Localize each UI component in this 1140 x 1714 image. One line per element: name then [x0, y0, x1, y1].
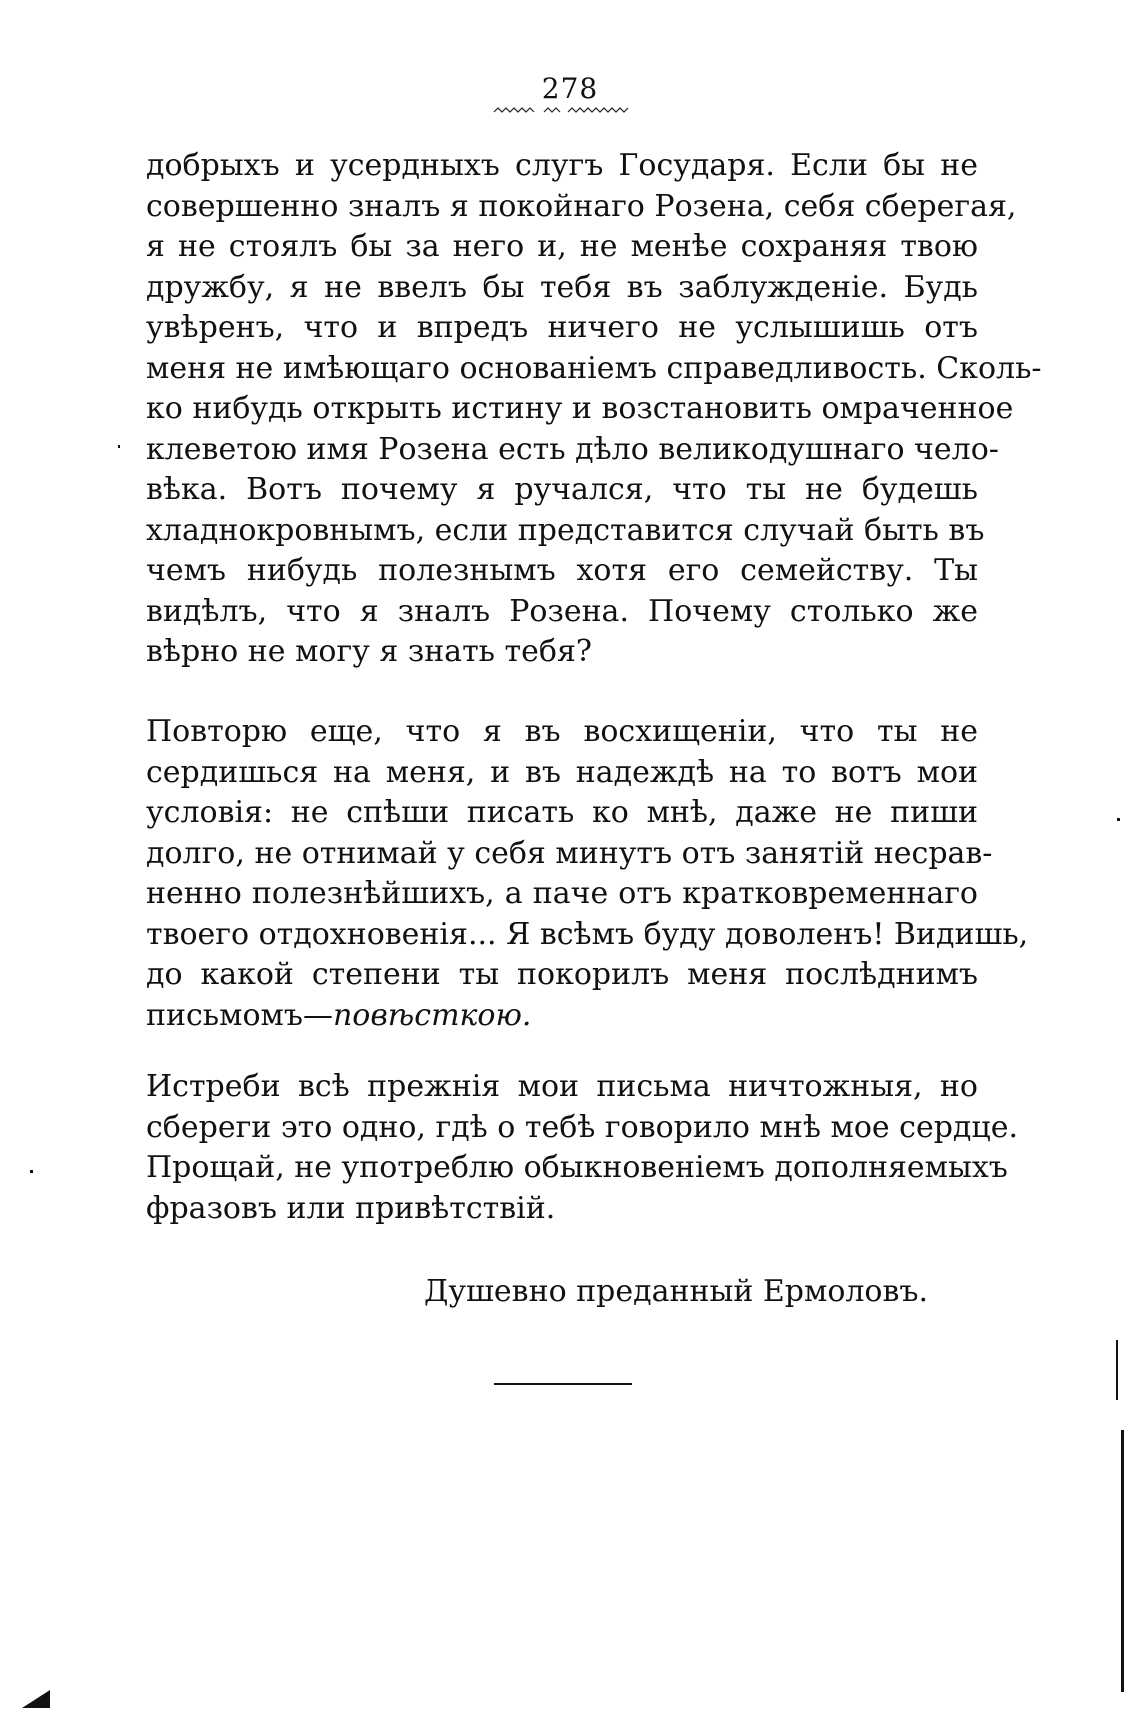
scan-corner-mark — [22, 1690, 50, 1708]
text-line: Истреби всѣ прежнія мои письма ничтожныя, но — [146, 1069, 978, 1104]
paragraph-2 — [146, 712, 1029, 1036]
text-line: дружбу, я не ввелъ бы тебя въ заблужденіе. Будь — [146, 269, 978, 305]
text-line-final — [146, 996, 978, 1037]
text-line: ненно полезнѣйшихъ, а паче отъ кратковременнаго — [146, 876, 978, 911]
text-line: добрыхъ и усердныхъ слугъ Государя. Если бы не — [146, 148, 978, 183]
text-line: до какой степени ты покорилъ меня послѣднимъ — [146, 957, 978, 992]
text-segment: письмомъ— — [146, 997, 333, 1033]
end-rule-divider — [494, 1383, 632, 1385]
text-line: фразовъ или привѣтствій. — [146, 1190, 556, 1226]
scan-dot — [30, 1170, 33, 1173]
paragraph-3 — [146, 1067, 1018, 1229]
page-number: 278 — [541, 72, 599, 105]
scan-dot — [118, 445, 120, 448]
text-line: вѣка. Вотъ почему я ручался, что ты не будешь — [146, 472, 978, 507]
text-line: долго, не отнимай у себя минутъ отъ занятій несрав- — [146, 835, 993, 871]
text-line: ко нибудь открыть истину и возстановить омраченное — [146, 391, 1014, 426]
text-line: вѣрно не могу я знать тебя? — [146, 634, 592, 669]
text-line: меня не имѣющаго основаніемъ справедливость. Сколь- — [146, 350, 1042, 386]
header-ornament — [492, 106, 632, 118]
signature: Душевно преданный Ермоловъ. — [424, 1274, 929, 1309]
text-line: условія: не спѣши писать ко мнѣ, даже не пиши — [146, 795, 978, 830]
text-line: хладнокровнымъ, если представится случай быть въ — [146, 512, 985, 548]
text-line: Повторю еще, что я въ восхищеніи, что ты не — [146, 714, 978, 749]
scan-edge-mark — [1121, 1430, 1124, 1692]
text-line: я не стоялъ бы за него и, не менѣе сохраняя твою — [146, 229, 978, 264]
text-line: увѣренъ, что и впредъ ничего не услышишь отъ — [146, 310, 978, 345]
italic-word: повѣсткою. — [332, 997, 532, 1033]
text-line: чемъ нибудь полезнымъ хотя его семейству. Ты — [146, 553, 978, 588]
scan-dot — [1117, 818, 1120, 821]
text-line: сердишься на меня, и въ надеждѣ на то вотъ мои — [146, 754, 978, 790]
text-line: видѣлъ, что я зналъ Розена. Почему столько же — [146, 593, 978, 629]
text-line: клеветою имя Розена есть дѣло великодушнаго чело- — [146, 431, 999, 467]
paragraph-1 — [146, 146, 1042, 673]
scan-edge-mark — [1116, 1340, 1118, 1400]
text-line: твоего отдохновенія... Я всѣмъ буду доволенъ! Видишь, — [146, 916, 1029, 952]
text-line: Прощай, не употреблю обыкновеніемъ дополняемыхъ — [146, 1150, 1008, 1185]
text-line: совершенно зналъ я покойнаго Розена, себя сберегая, — [146, 188, 1017, 224]
text-line: сбереги это одно, гдѣ о тебѣ говорило мнѣ мое сердце. — [146, 1109, 1018, 1145]
